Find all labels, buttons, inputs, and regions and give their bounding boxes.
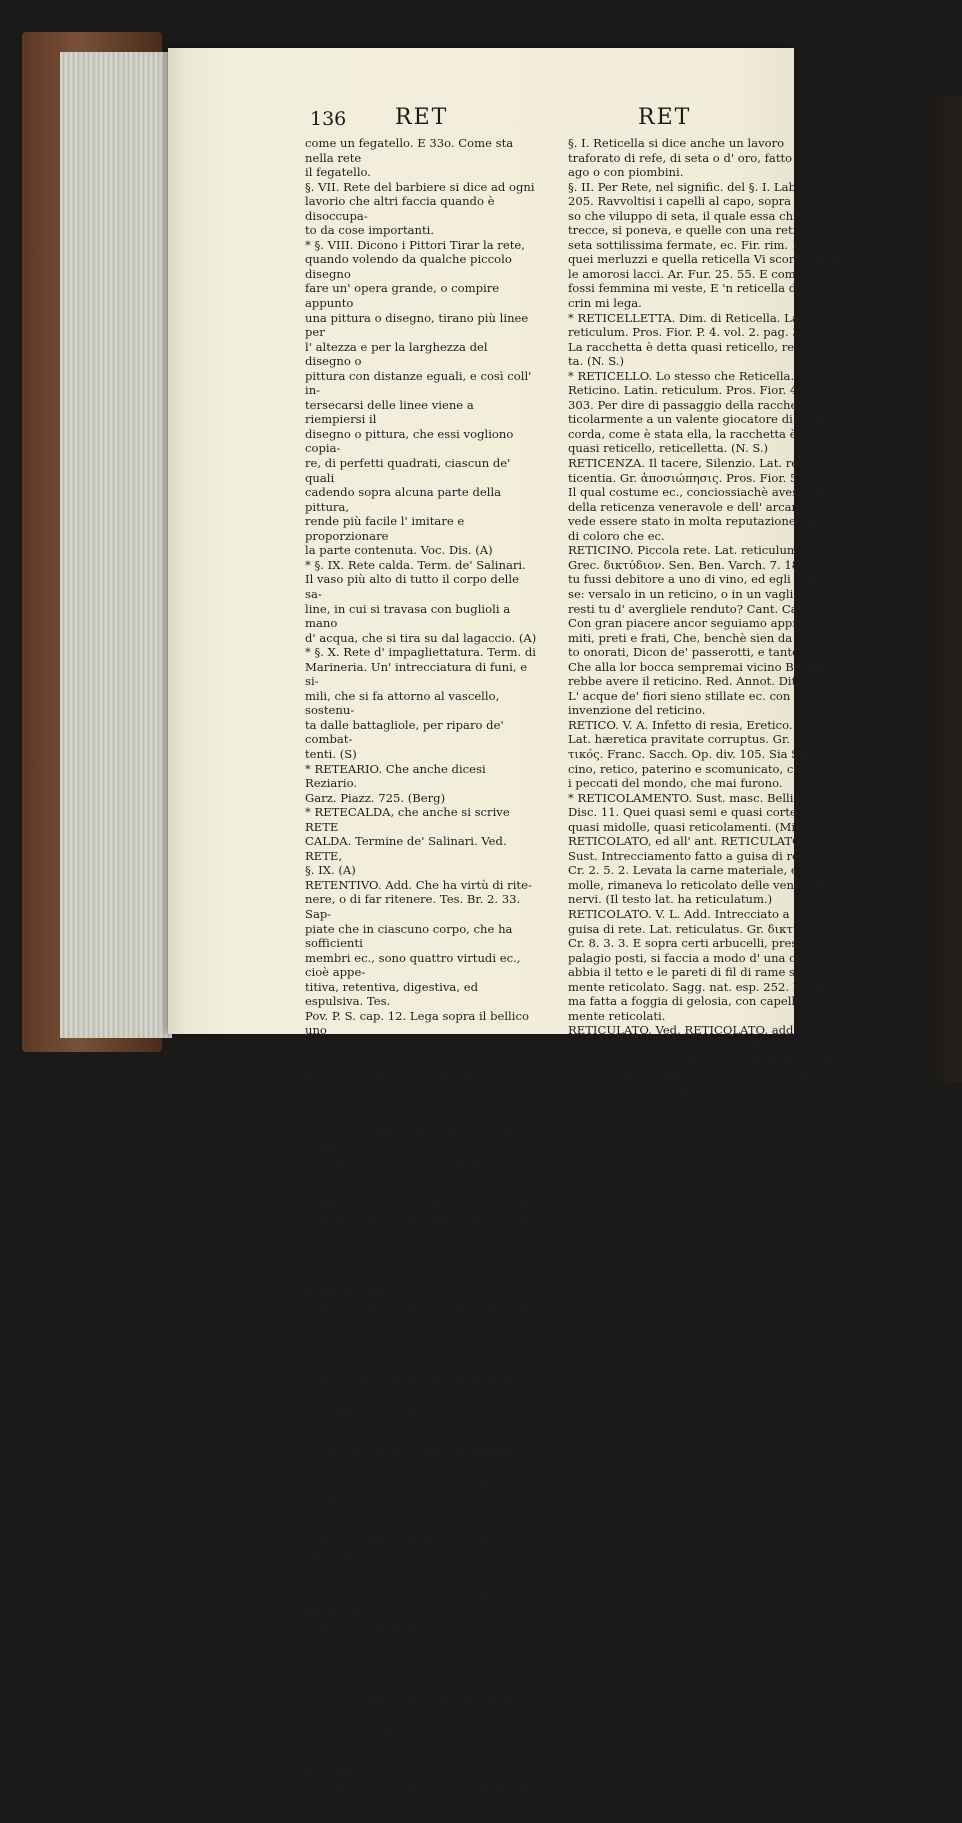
text-line: to da cose importanti.	[305, 223, 435, 238]
text-line: resti tu d' avergliele renduto? Cant. Carn. 256.	[568, 601, 844, 616]
text-line: il fegatello.	[305, 165, 371, 180]
text-line: segnati ec., tra che son pochi, e quelli decimati	[305, 1328, 529, 1358]
text-line: Marineria. Un' intrecciatura di funi, e si-	[305, 659, 528, 689]
page-edges	[60, 52, 172, 1038]
text-line: * §. IX. Rete calda. Term. de' Salinari.	[305, 557, 526, 572]
text-line: Sust. Intrecciamento fatto a guisa di rete.	[568, 848, 815, 863]
text-line: perficie del polipajo. (Ren)	[305, 1619, 461, 1634]
text-line: tazioni fragili, conformate od in ramicelli	[305, 1532, 492, 1562]
text-line: tersecarsi delle linee viene a riempiersi il	[305, 397, 474, 427]
text-line: pietroso, poroso nell' interno; a sottili dila-	[305, 1503, 527, 1532]
text-line: to. Cr. 2. 5. 1. Secondo che negli animali sono	[568, 1052, 838, 1067]
text-line: ta dalle battagliole, per riparo de' combat-	[305, 717, 504, 747]
text-line: Cr. 2. 5. 2. Levata la carne materiale, e le	[568, 863, 812, 878]
text-line: membri ec., sono quattro virtudi ec., cioè appe-	[305, 950, 521, 980]
text-line: * §. X. Rete d' impagliettatura. Term. di	[305, 645, 537, 660]
text-line: Disc. 11. Quei quasi semi e quasi cortecce,	[568, 805, 821, 820]
text-line: §. II. Per Rete, nel signific. del §. I. Lab.	[568, 179, 800, 194]
text-line: miti, preti e frati, Che, benchè sien da voi tan-	[568, 630, 840, 645]
text-line: Garz. Piazz. 725. (Berg)	[305, 790, 446, 805]
text-line: abbia il tetto e le pareti di fil di rame spesse-	[568, 965, 832, 980]
text-line: rebbe avere il reticino. Red. Annot. Ditir. 136.	[568, 674, 838, 689]
text-line: τικός. Franc. Sacch. Op. div. 105. Sia Sara-	[568, 746, 823, 761]
text-line: palagio posti, si faccia a modo d' una casa, ab-	[568, 950, 842, 965]
text-line: una pittura o disegno, tirano più linee per	[305, 310, 529, 340]
text-line: 303. Per dire di passaggio della racchetta, par-	[568, 397, 845, 412]
text-line: * RETEPORA. Term. de' Naturalisti. Sor-	[305, 1372, 516, 1402]
text-line: §. Retentiva, in forza di sust., per la Fa-	[305, 1197, 537, 1212]
text-line: fossi femmina mi veste, E 'n reticella d' oro il	[568, 281, 834, 296]
text-line: Lat. hæretica pravitate corruptus. Gr. αἱρε-	[568, 732, 823, 747]
text-line: seta sottilissima fermate, ec. Fir. rim. 12. Tu	[568, 237, 830, 252]
text-line: quasi reticello, reticelletta. (N. S.)	[568, 441, 769, 456]
text-line: cadendo sopra alcuna parte della pittura,	[305, 485, 502, 514]
text-line: quando volendo da qualche piccolo disegno	[305, 252, 512, 281]
text-line: Pov. P. S. cap. 12. Lega sopra il bellico uno	[305, 1008, 529, 1038]
text-line: * RETENZIONE. Ritenzione. Fag. Utili as-	[305, 1299, 531, 1329]
page-number: 136	[310, 108, 347, 130]
text-line: RETICOLATO, ed all' ant. RETICULATO.	[568, 834, 805, 849]
text-line: invenzione del reticino.	[568, 703, 706, 718]
text-line: §. IX. (A)	[305, 863, 356, 878]
page-curl-shadow	[931, 96, 962, 1082]
text-line: i peccati del mondo, che mai furono.	[568, 776, 783, 791]
text-line: vede essere stato in molta reputazione appresso	[568, 514, 853, 529]
text-line: * RETICELLO. Lo stesso che Reticella.	[568, 368, 795, 383]
text-line: titiva, retentiva, digestiva, ed espulsiva. Tes.	[305, 979, 479, 1009]
text-line: mezzo guscio di noce pieno di butirro ec., ma	[305, 1037, 527, 1067]
text-line: RETICULATO. Ved. RETICOLATO, add.	[568, 1023, 798, 1038]
text-line: cultà di ritenere. Ritenitiva. But. Purg. 33.	[305, 1212, 532, 1242]
text-line: della reticenza veneravole e dell' arcano ec., si	[568, 499, 844, 514]
text-line: tenti. (S)	[305, 746, 357, 761]
text-line: mente reticolati.	[568, 1008, 666, 1023]
text-line: ta delli mali pensieri che in quella parte reten-	[305, 1154, 506, 1183]
left-column	[305, 136, 537, 1823]
text-line: Il vaso più alto di tutto il corpo delle sa-	[305, 572, 519, 601]
text-line: Con gran piacere ancor seguiamo appresso li-	[568, 616, 839, 631]
text-line: domestico. Franc. Sacch. nov. 208. Pescando	[305, 1750, 510, 1780]
text-line: disegno o pittura, che essi vogliono copia-	[305, 426, 514, 456]
text-line: tu fussi debitore a uno di vino, ed egli ti dices-	[568, 572, 841, 587]
text-line: tiva, ovvero memorativa, stettono.	[305, 1183, 507, 1198]
text-line: compimenti di semplici parti. (Il testo lat. ha:	[568, 1081, 835, 1096]
text-line: rende più facile l' imitare e proporzionare	[305, 514, 465, 543]
text-line: 2. Imperocchè nel celebro sono le cellule del-	[305, 1241, 505, 1271]
text-line: pittura con distanze eguali, e così coll' in-	[305, 368, 532, 398]
text-line: quei merluzzi e quella reticella Vi scorgerai mo-	[568, 252, 851, 267]
text-line: reticulum. Pros. Fior. P. 4. vol. 2. pag. 30.	[568, 325, 811, 340]
text-line: RETICELLA. Dim. di Rete. Latin. reticu-	[305, 1634, 498, 1663]
text-line: la parte contenuta. Voc. Dis. (A)	[305, 543, 493, 558]
text-line: l' ordine degl' Idreformi annidati. Polipajo	[305, 1474, 502, 1503]
text-line: Cr. 8. 3. 3. E sopra certi arbucelli, presso al	[568, 936, 825, 951]
text-line: inter reticulationes venarum.)	[568, 1096, 745, 1111]
text-line: cultà retentiva pericolerebbe. (Alcuni testi leg-	[305, 1096, 526, 1125]
text-line: mente reticolato. Sagg. nat. esp. 252. La pri-	[568, 979, 832, 994]
text-line: crin mi lega.	[568, 296, 642, 311]
text-line: come un fegatello. E 33o. Come sta nella rete	[305, 136, 514, 165]
dictionary-page	[168, 48, 853, 1823]
text-line: ma fatta a foggia di gelosia, con capelli spesse-	[568, 994, 846, 1009]
text-line: §. I. Reticella si dice anche un lavoro	[568, 136, 785, 150]
text-line: re, di perfetti quadrati, ciascun de' quali	[305, 456, 511, 485]
text-line: CALDA. Termine de' Salinari. Ved. RETE,	[305, 834, 507, 863]
text-line: * RETEARIO. Che anche dicesi Reziario.	[305, 761, 486, 791]
text-line: mili, che si fa attorno al vascello, sostenu-	[305, 688, 500, 718]
text-line: RETICINO. Piccola rete. Lat. reticulum.	[568, 543, 802, 558]
text-line: ticentia. Gr. ἀποσιώπησις. Pros. Fior. 5. 90.	[568, 470, 824, 485]
running-header-right: RET	[638, 105, 692, 130]
text-line: nervi. (Il testo lat. ha reticulatum.)	[568, 892, 773, 907]
text-line: Il qual costume ec., conciossiachè avesse in sè	[568, 485, 843, 500]
text-line: l' apprensiva, e della retentiva ed immaginativa.	[305, 1270, 502, 1300]
text-line: ta. (N. S.)	[568, 354, 624, 369]
text-line: nere, o di far ritenere. Tes. Br. 2. 33. Sap-	[305, 892, 521, 921]
text-line: Grec. δικτύδιον. Sen. Ben. Varch. 7. 18. Se	[568, 557, 822, 572]
text-line: Che alla lor bocca sempremai vicino Bisogne-	[568, 659, 837, 674]
text-line: lavorio che altri faccia quando è disoccupa-	[305, 194, 495, 223]
text-line: corda, come è stata ella, la racchetta è detta	[568, 426, 831, 441]
text-line: un tessuto di rete. Vallisn. (A)	[305, 1430, 480, 1445]
text-line: * RETICELLETTA. Dim. di Reticella. Lat.	[568, 310, 808, 325]
text-line: maniera.	[305, 1808, 358, 1823]
text-line: le amorosi lacci. Ar. Fur. 25. 55. E come a	[568, 266, 814, 281]
text-line: gono la retentiva.) But. Inf. 33. 1. In vendet-	[305, 1125, 518, 1154]
text-line: cino, retico, paterino e scomunicato, con tutti	[568, 761, 837, 776]
text-line: ago o con piombini.	[568, 165, 684, 180]
text-line: liberi, od in rete; colle cellule in un sol la-	[305, 1561, 532, 1591]
text-line: * §. VIII. Dicono i Pittori Tirar la rete,	[305, 237, 525, 252]
text-line: trecce, si poneva, e quelle con una reticella di	[568, 223, 839, 238]
text-line: guarda che non vi stia troppo, perocchè la fa-	[305, 1067, 483, 1096]
text-line: RETICULAZIONE. Ortogr. ant. Reticola-	[568, 1037, 805, 1052]
text-line: guisa di rete. Lat. reticulatus. Gr. δικτυωτός.	[568, 921, 833, 936]
text-line: l' altezza e per la larghezza del disegno o	[305, 339, 488, 369]
text-line: * RETICOLAMENTO. Sust. masc. Bellin.	[568, 790, 805, 805]
text-line: to onorati, Dicon de' passerotti, e tanto spesso	[568, 645, 842, 660]
text-line: traforato di refe, di seta o d' oro, fatto con	[568, 150, 817, 165]
text-line: ta di pianta marina fatta a similitudine di	[305, 1401, 533, 1431]
text-line: quasi midolle, quasi reticolamenti. (Min)	[568, 819, 808, 834]
text-line: ta in terra, e per altro buco mette un animal	[305, 1721, 523, 1751]
text-line: §. VII. Rete del barbiere si dice ad ogni	[305, 179, 535, 194]
text-line: La racchetta è detta quasi reticello, reticellet-	[568, 339, 839, 354]
text-line: di coloro che ec.	[568, 528, 665, 543]
text-line: molle, rimaneva lo reticolato delle vene e de'	[568, 877, 833, 892]
text-line: le reticulazioni delle vene e de' nervi sono i	[568, 1067, 824, 1081]
text-line: fare un' opera grande, o compire appunto	[305, 281, 500, 311]
text-line: RETICOLATO. V. L. Add. Intrecciato a	[568, 906, 790, 921]
text-line: L' acque de' fiori sieno stillate ec. con la nuova	[568, 688, 844, 703]
text-line: RETICENZA. Il tacere, Silenzio. Lat. re-	[568, 456, 803, 471]
text-line: d' acqua, che si tira su dal lagaccio. (A)	[305, 630, 537, 645]
text-line: tore pone allora una reticella alla buca ben fit-	[305, 1692, 534, 1722]
running-header-left: RET	[395, 105, 449, 130]
text-line: RETENTIVO. Add. Che ha virtù di rite-	[305, 877, 532, 892]
text-line: to, aperte superiormente o nell' interna su-	[305, 1590, 492, 1620]
text-line: * RETECALDA, che anche si scrive RETE	[305, 805, 510, 834]
text-line: RETICO. V. A. Infetto di resia, Eretico.	[568, 717, 793, 732]
right-column	[568, 136, 853, 1111]
text-line: lum. Grec. δικτύδιον. Cr. 10. 34. 3. Il caccia-	[305, 1663, 524, 1692]
text-line: line, in cui si travasa con buglioli a mano	[305, 601, 511, 631]
text-line: piate che in ciascuno corpo, che ha sofficienti	[305, 921, 513, 951]
text-line: con ami, e con lenze, e con reticelle di minore	[305, 1779, 531, 1809]
text-line: con mance, retenzioni, ec. (A)	[305, 1357, 481, 1372]
text-line: * §. E nome di un genere di animali del-	[305, 1445, 513, 1474]
text-line: 205. Ravvoltisi i capelli al capo, sopra essi non	[568, 194, 843, 209]
text-line: ticolarmente a un valente giocatore di palla a	[568, 412, 836, 427]
text-line: se: versalo in un reticino, o in un vaglio; cre-	[568, 586, 831, 601]
text-line: so che viluppo di seta, il quale essa chiamava	[568, 208, 836, 223]
text-line: Reticino. Latin. reticulum. Pros. Fior. 4. 2.	[568, 383, 816, 398]
